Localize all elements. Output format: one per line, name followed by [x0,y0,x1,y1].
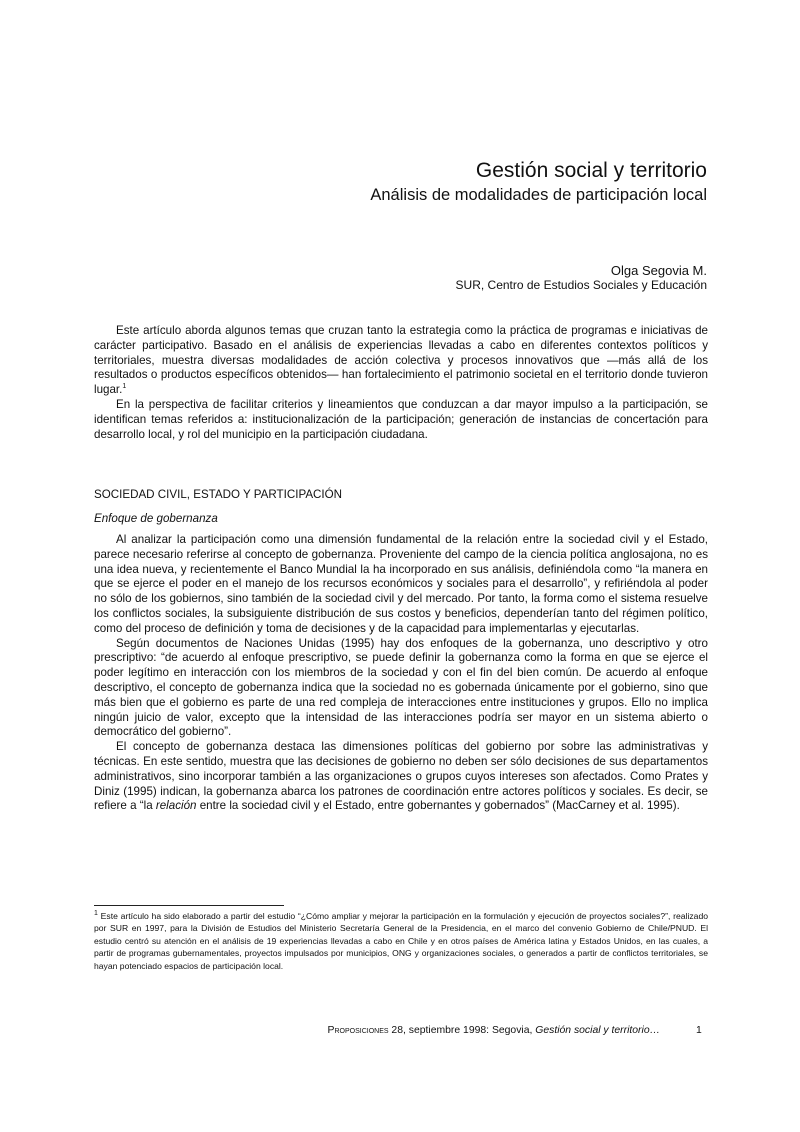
footnote [94,910,708,972]
body-paragraph: Al analizar la participación como una dimensión fundamental de la relación entre la sociedad civil y el Estado, parece necesario referirse al concepto de gobernanza. Proveniente del campo de la ciencia política anglosajona, no es una idea nueva, y recientemente el Banco Mundial la ha incorporado en sus análisis, definiéndola como “la manera en que se ejerce el poder en el manejo de los recursos económicos y sociales para el desarrollo”, y refiriéndola al poder no sólo de los gobiernos, sino también de la sociedad civil y del mercado. Por tanto, la forma como el sistema resuelve los conflictos sociales, la subsiguiente distribución de sus costos y beneficios, dependerían tanto del régimen político, como del proceso de definición y toma de decisiones y de la capacidad para implementarlas y ejecutarlas. [94,533,708,635]
abstract [94,324,708,442]
subsection-heading: Enfoque de gobernanza [94,512,218,525]
running-footer [300,1024,660,1038]
article-title: Gestión social y territorio [475,159,707,182]
section-body [94,533,708,814]
body-paragraph: Según documentos de Naciones Unidas (1995) hay dos enfoques de la gobernanza, uno descriptivo y otro prescriptivo: “de acuerdo al enfoque prescriptivo, se puede definir la gobernanza como la forma en que se ejerce el poder legítimo en interacción con los miembros de la sociedad y con el fin del bien común. De acuerdo al enfoque descriptivo, el concepto de gobernanza indica que la sociedad no es gobernada únicamente por el gobierno, sino que más bien que el gobierno es parte de una red compleja de interacciones entre instituciones y grupos. Ello no implica ningún juicio de valor, excepto que la intensidad de las interacciones podría ser mayor en un sistema abierto o democrático del gobierno”. [94,636,708,739]
abstract-paragraph [94,324,708,398]
footnote-reference: 1 [122,383,127,391]
body-paragraph [94,740,708,814]
author-affiliation: SUR, Centro de Estudios Sociales y Educación [455,278,707,292]
footer-article-title: Gestión social y territorio… [535,1025,660,1036]
section-heading: SOCIEDAD CIVIL, ESTADO Y PARTICIPACIÓN [94,488,343,501]
page-number: 1 [696,1025,702,1036]
journal-name: Proposiciones [327,1025,389,1036]
emphasis-text: relación [155,799,197,813]
abstract-paragraph: En la perspectiva de facilitar criterios y lineamientos que conduzcan a dar mayor impulso a la participación, se identifican temas referidos a: institucionalización de la participación; generación de instancias de concertación para desarrollo local, y rol del municipio en la participación ciudadana. [94,397,708,441]
footnote-text: Este artículo ha sido elaborado a partir del estudio “¿Cómo ampliar y mejorar la participación en la formulación y ejecución de proyectos sociales?”, realizado por SUR en 1997, para la División de Estudios del Ministerio Secretaría General de la Presidencia, en el marco del convenio Gobierno de Chile/PNUD. El estudio centró su atención en el análisis de 19 experiencias llevadas a cabo en Chile y en otros países de América latina y Estados Unidos, en las cuales, a partir de programas gubernamentales, proyectos impulsados por municipios, ONG y organizaciones sociales, o generados a partir de conflictos territoriales, se hayan potenciado espacios de participación local. [94,911,709,971]
footnote-divider [94,905,284,906]
body-text: El concepto de gobernanza destaca las dimensiones políticas del gobierno por sobre las administrativas y técnicas. En este sentido, muestra que las decisiones de gobierno no deben ser sólo decisiones de sus departamentos administrativos, sino incorporar también a las organizaciones o grupos cuyos intereses son afectados. Como Prates y Diniz (1995) indican, la gobernanza abarca los patrones de coordinación entre actores políticos y sociales. Es decir, se refiere a “la [94,740,708,813]
author-name: Olga Segovia M. [610,263,707,278]
body-text: entre la sociedad civil y el Estado, entre gobernantes y gobernados” (MacCarney et al. 1995). [196,799,680,813]
footer-citation: 28, septiembre 1998: Segovia, [388,1025,536,1036]
article-subtitle: Análisis de modalidades de participación local [370,186,707,204]
footnote-mark: 1 [94,910,98,918]
abstract-paragraph-text: Este artículo aborda algunos temas que cruzan tanto la estrategia como la práctica de programas e iniciativas de carácter participativo. Basado en el análisis de experiencias llevadas a cabo en diferentes contextos políticos y territoriales, muestra diversas modalidades de acción colectiva y procesos innovativos que —más allá de los resultados o productos específicos obtenidos— han fortalecimiento el patrimonio societal en el territorio donde tuvieron lugar. [94,324,708,397]
